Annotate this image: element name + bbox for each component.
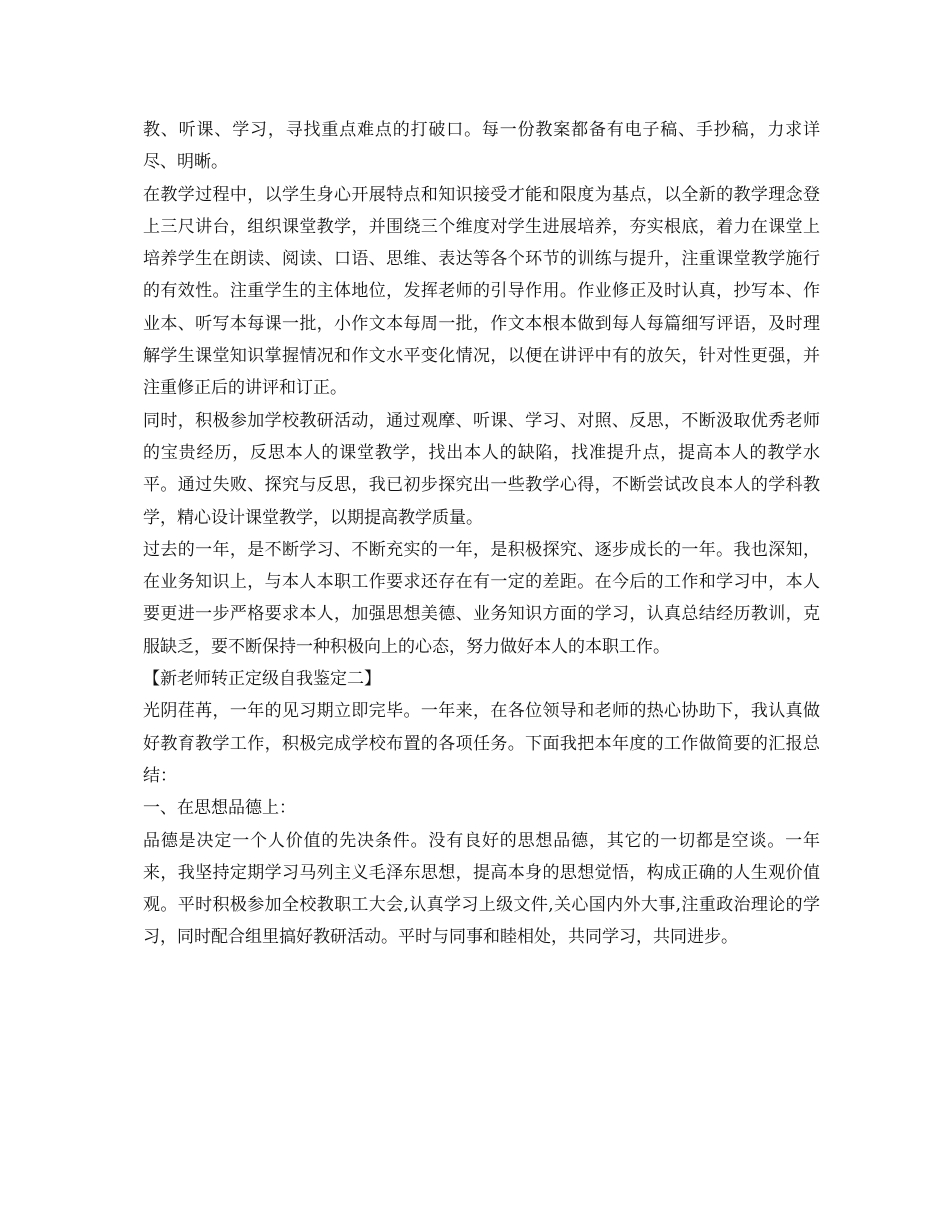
paragraph-teaching-research: 同时，积极参加学校教研活动，通过观摩、听课、学习、对照、反思，不断汲取优秀老师的宝贵经历，反思本人的课堂教学，找出本人的缺陷，找准提升点，提高本人的教学水平。通过失败、探究与反思，我已初步探究出一些教学心得，不断尝试改良本人的学科教学，精心设计课堂教学，以期提高教学质量。 xyxy=(143,410,820,528)
document-body xyxy=(143,114,820,954)
subsection-heading: 一、在思想品德上： xyxy=(143,798,296,819)
paragraph-year-summary: 过去的一年，是不断学习、不断充实的一年，是积极探究、逐步成长的一年。我也深知，在业务知识上，与本人本职工作要求还存在有一定的差距。在今后的工作和学习中，本人要更进一步严格要求本人，加强思想美德、业务知识方面的学习，认真总结经历教训，克服缺乏，要不断保持一种积极向上的心态，努力做好本人的本职工作。 xyxy=(143,539,820,657)
paragraph-ethics: 品德是决定一个人价值的先决条件。没有良好的思想品德，其它的一切都是空谈。一年来，我坚持定期学习马列主义毛泽东思想，提高本身的思想觉悟，构成正确的人生观价值观。平时积极参加全校教职工大会,认真学习上级文件,关心国内外大事,注重政治理论的学习，同时配合组里搞好教研活动。平时与同事和睦相处，共同学习，共同进步。 xyxy=(143,830,820,948)
paragraph-intro: 光阴荏苒，一年的见习期立即完毕。一年来，在各位领导和老师的热心协助下，我认真做好教育教学工作，积极完成学校布置的各项任务。下面我把本年度的工作做简要的汇报总结： xyxy=(143,701,820,786)
section-heading: 【新老师转正定级自我鉴定二】 xyxy=(143,669,381,690)
paragraph-lesson-prep: 教、听课、学习，寻找重点难点的打破口。每一份教案都备有电子稿、手抄稿，力求详尽、明晰。 xyxy=(143,120,820,173)
paragraph-teaching-process: 在教学过程中，以学生身心开展特点和知识接受才能和限度为基点，以全新的教学理念登上三尺讲台，组织课堂教学，并围绕三个维度对学生进展培养，夯实根底，着力在课堂上培养学生在朗读、阅读、口语、思维、表达等各个环节的训练与提升，注重课堂教学施行的有效性。注重学生的主体地位，发挥老师的引导作用。作业修正及时认真，抄写本、作业本、听写本每课一批，小作文本每周一批，作文本根本做到每人每篇细写评语，及时理解学生课堂知识掌握情况和作文水平变化情况，以便在讲评中有的放矢，针对性更强，并注重修正后的讲评和订正。 xyxy=(143,184,820,399)
